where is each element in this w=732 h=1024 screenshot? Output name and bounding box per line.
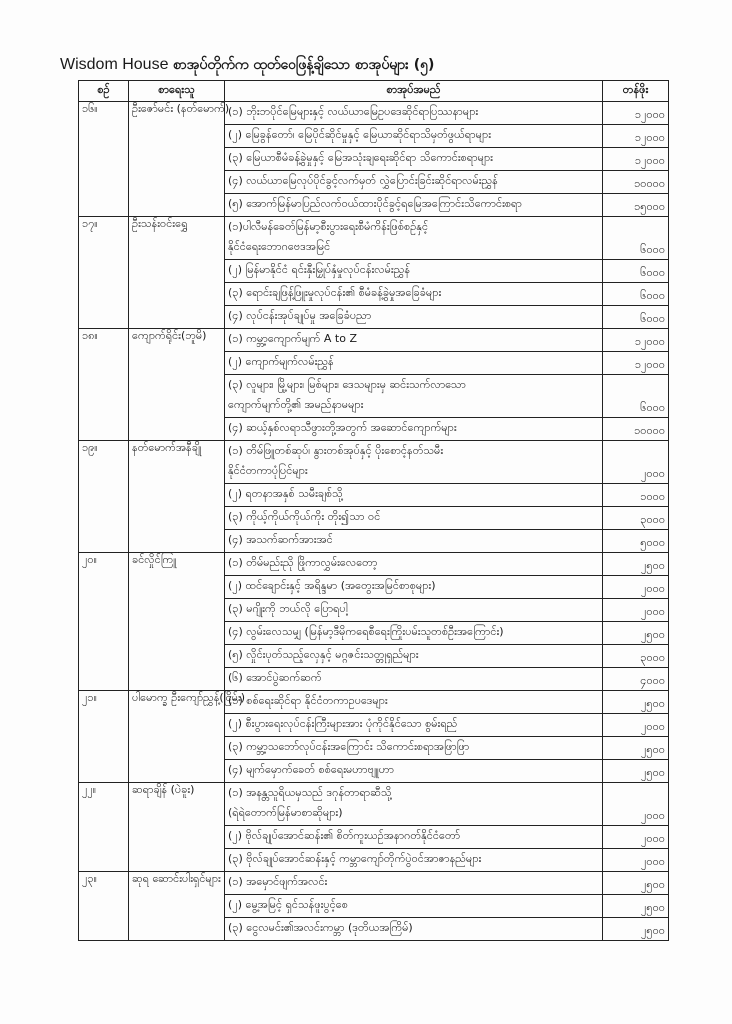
price-cell: ၁၀၀၀ — [603, 484, 669, 507]
price-cell: ၁၀၀၀၀ — [603, 171, 669, 194]
price-cell: ၂၀၀၀ — [603, 714, 669, 737]
price-cell: ၁၂၀၀၀ — [603, 148, 669, 171]
book-title-cell: (၄) အသက်ဆက်အားအင် — [225, 530, 603, 553]
table-row — [79, 553, 669, 576]
book-title-cell: (၂) မြန်မာနိုင်ငံ ရင်းနှီးမြှုပ်နှံမှုလုပ်ငန်းလမ်းညွှန် — [225, 260, 603, 283]
publisher-name: Wisdom House — [60, 56, 169, 73]
author-cell: ဦးဇော်မင်း (နတ်မောက်) — [129, 102, 225, 217]
book-title-cell: (၁) တိမ်မည်းညို ဖြိုကာလွှမ်းလေတော့ — [225, 553, 603, 576]
price-cell: ၅၀၀၀ — [603, 530, 669, 553]
book-title-cell: (၂) စီးပွားရေးလုပ်ငန်းကြီးများအား ပုံကိုင်နိုင်သော စွမ်းရည် — [225, 714, 603, 737]
price-cell: ၂၀၀၀ — [603, 783, 669, 826]
book-title-cell: (၅) လှိုင်းပုတ်သည့်လှေနှင့် မဂ္ဂဇင်းသတ္တုရှည်များ — [225, 645, 603, 668]
book-title-cell: (၄) လယ်ယာမြေလုပ်ပိုင်ခွင့်လက်မှတ် လွှဲပြောင်းခြင်းဆိုင်ရာလမ်းညွှန် — [225, 171, 603, 194]
book-title-cell: (၁) အနန္တသူရိယမှသည် ဒဂုန်တာရာဆီသို့ (ရဲရဲတောက်မြန်မာစာဆိုများ) — [225, 783, 603, 826]
price-cell: ၄၀၀၀ — [603, 668, 669, 691]
book-title-cell: (၂) ရတနာအနှစ် သမီးချစ်သို့ — [225, 484, 603, 507]
price-cell: ၆၀၀၀ — [603, 217, 669, 260]
book-title-cell: (၄) မျက်မှောက်ခေတ် စစ်ရေးမဟာဗျူဟာ — [225, 760, 603, 783]
author-cell: ဦးသန်းဝင်းရွှေ — [129, 217, 225, 329]
book-title-cell: (၁) ဘိုးဘပိုင်မြေများနှင့် လယ်ယာမြေဥပဒေဆိုင်ရာပြဿနာများ — [225, 102, 603, 125]
seq-cell: ၂၀။ — [79, 553, 129, 691]
price-cell: ၃၀၀၀ — [603, 507, 669, 530]
price-cell: ၂၀၀၀ — [603, 576, 669, 599]
book-title-cell: (၄) လွမ်းလေသမျှ (မြန်မာ့ဒီမိုကရေစီရေးကြိုးပမ်းသူတစ်ဦးအကြောင်း) — [225, 622, 603, 645]
seq-cell: ၁၈။ — [79, 329, 129, 441]
table-row — [79, 783, 669, 826]
price-cell: ၂၅၀၀ — [603, 872, 669, 895]
header-author: စာရေးသူ — [129, 81, 225, 102]
book-title-cell: (၂) မွေ့အမြင့် ရှင်သန်ဖူးပွင့်စေ — [225, 895, 603, 918]
price-cell: ၂၅၀၀ — [603, 622, 669, 645]
price-cell: ၃၀၀၀ — [603, 645, 669, 668]
book-title-cell: (၄) ဆယ့်နှစ်လရာသီဖွားတို့အတွက် အဆောင်ကျောက်များ — [225, 418, 603, 441]
book-title-cell: (၃) မဂျိုးကို ဘယ်လို ပြောရပါ့ — [225, 599, 603, 622]
book-title-cell: (၃) မြေယာစီမံခန့်ခွဲမှုနှင့် မြေအသုံးချရေးဆိုင်ရာ သိကောင်းစရာများ — [225, 148, 603, 171]
price-cell: ၂၅၀၀ — [603, 760, 669, 783]
table-row — [79, 217, 669, 260]
book-title-cell: (၂) မြေခွန်တော်၊ မြေပိုင်ဆိုင်မှုနှင့် မြေယာဆိုင်ရာသိမှတ်ဖွယ်ရာများ — [225, 125, 603, 148]
table-row — [79, 691, 669, 714]
table-row — [79, 441, 669, 484]
seq-cell: ၁၆။ — [79, 102, 129, 217]
price-cell: ၂၅၀၀ — [603, 918, 669, 941]
price-cell: ၁၂၀၀၀ — [603, 125, 669, 148]
book-title-cell: (၃) လူများ၊ မြို့များ၊ မြစ်များ၊ ဒေသများမှ ဆင်းသက်လာသော ကျောက်မျက်တို့၏ အမည်နာမများ — [225, 375, 603, 418]
table-header-row — [79, 81, 669, 102]
price-cell: ၂၀၀၀ — [603, 441, 669, 484]
price-cell: ၂၀၀၀ — [603, 826, 669, 849]
header-seq: စဉ် — [79, 81, 129, 102]
price-cell: ၂၅၀၀ — [603, 553, 669, 576]
price-cell: ၂၀၀၀ — [603, 599, 669, 622]
price-cell: ၂၅၀၀ — [603, 737, 669, 760]
header-book: စာအုပ်အမည် — [225, 81, 603, 102]
price-cell: ၁၂၀၀၀ — [603, 329, 669, 352]
price-cell: ၆၀၀၀ — [603, 283, 669, 306]
author-cell: ဆုရ ဆောင်းပါးရှင်များ — [129, 872, 225, 941]
book-title-cell: (၅) အောက်မြန်မာပြည်လက်ဝယ်ထားပိုင်ခွင့်ရမြေအကြောင်းသိကောင်းစရာ — [225, 194, 603, 217]
book-title-cell: (၁) စစ်ရေးဆိုင်ရာ နိုင်ငံတကာဥပဒေများ — [225, 691, 603, 714]
book-title-cell: (၄) လုပ်ငန်းအုပ်ချုပ်မှု အခြေခံပညာ — [225, 306, 603, 329]
book-title-cell: (၁) ကမ္ဘာ့ကျောက်မျက် A to Z — [225, 329, 603, 352]
price-cell: ၁၀၀၀၀ — [603, 418, 669, 441]
book-title-cell: (၃) ကိုယ့်ကိုယ်ကိုယ်ကိုး တိုး၍သာ ဝင် — [225, 507, 603, 530]
book-title-cell: (၁) တိမ်ဖြူတစ်ဆုပ်၊ နွားတစ်အုပ်နှင့် ပိုးစောင့်နတ်သမီး နိုင်ငံတကာပုံပြင်များ — [225, 441, 603, 484]
book-title-cell: (၃) ငွေလမင်း၏အလင်းကမ္ဘာ (ဒုတိယအကြိမ်) — [225, 918, 603, 941]
price-cell: ၁၂၀၀၀ — [603, 102, 669, 125]
author-cell: ခင်လှိုင်ကြူ — [129, 553, 225, 691]
book-title-cell: (၂) ဗိုလ်ချုပ်အောင်ဆန်း၏ စိတ်ကူးယဉ်အနာဂတ်နိုင်ငံတော် — [225, 826, 603, 849]
price-cell: ၁၂၀၀၀ — [603, 352, 669, 375]
book-title-cell: (၃) ဗိုလ်ချုပ်အောင်ဆန်းနှင့် ကမ္ဘာကျော်တိုက်ပွဲဝင်အာဇာနည်များ — [225, 849, 603, 872]
price-cell: ၆၀၀၀ — [603, 306, 669, 329]
author-cell: ဆရာချိန် (ပဲခူး) — [129, 783, 225, 872]
book-title-cell: (၂) ကျောက်မျက်လမ်းညွှန် — [225, 352, 603, 375]
book-title-cell: (၂) ထင်ချောင်းနှင့် အရိန္ဒမာ (အတွေးအမြင်စာစုများ) — [225, 576, 603, 599]
price-cell: ၂၀၀၀ — [603, 849, 669, 872]
table-row — [79, 329, 669, 352]
seq-cell: ၁၇။ — [79, 217, 129, 329]
author-cell: ပါမောက္ခ ဦးကျော်ညွှန့်(ငြိမ်း) — [129, 691, 225, 783]
book-price-table — [78, 80, 669, 941]
book-title-cell: (၆) အောင်ပွဲဆက်ဆက် — [225, 668, 603, 691]
document-title-text: စာအုပ်တိုက်က ထုတ်ဝေဖြန့်ချိသော စာအုပ်များ (၅) — [172, 57, 435, 73]
price-cell: ၂၅၀၀ — [603, 691, 669, 714]
seq-cell: ၂၂။ — [79, 783, 129, 872]
book-title-cell: (၃) ရောင်းချဖြန့်ဖြူးမှုလုပ်ငန်း၏ စီမံခန့်ခွဲမှုအခြေခံများ — [225, 283, 603, 306]
price-cell: ၆၀၀၀ — [603, 260, 669, 283]
book-title-cell: (၁) အမှောင်ဖျက်အလင်း — [225, 872, 603, 895]
header-price: တန်ဖိုး — [603, 81, 669, 102]
document-title — [60, 56, 680, 74]
author-cell: နတ်မောက်အနီချို — [129, 441, 225, 553]
table-body — [79, 102, 669, 941]
price-cell: ၆၀၀၀ — [603, 375, 669, 418]
seq-cell: ၂၁။ — [79, 691, 129, 783]
price-cell: ၂၅၀၀ — [603, 895, 669, 918]
seq-cell: ၂၃။ — [79, 872, 129, 941]
author-cell: ကျောက်ရိုင်း(ဘူမိ) — [129, 329, 225, 441]
price-cell: ၁၅၀၀၀ — [603, 194, 669, 217]
table-row — [79, 102, 669, 125]
book-title-cell: (၁)ပါလီမန်ခေတ်မြန်မာ့စီးပွားရေးစီမံကိန်းဖြစ်စဉ်နှင့် နိုင်ငံရေးဘောဂဗေဒအမြင် — [225, 217, 603, 260]
book-title-cell: (၃) ကမ္ဘာ့သဘော်လုပ်ငန်းအကြောင်း သိကောင်းစရာအဖြာဖြာ — [225, 737, 603, 760]
table-row — [79, 872, 669, 895]
seq-cell: ၁၉။ — [79, 441, 129, 553]
